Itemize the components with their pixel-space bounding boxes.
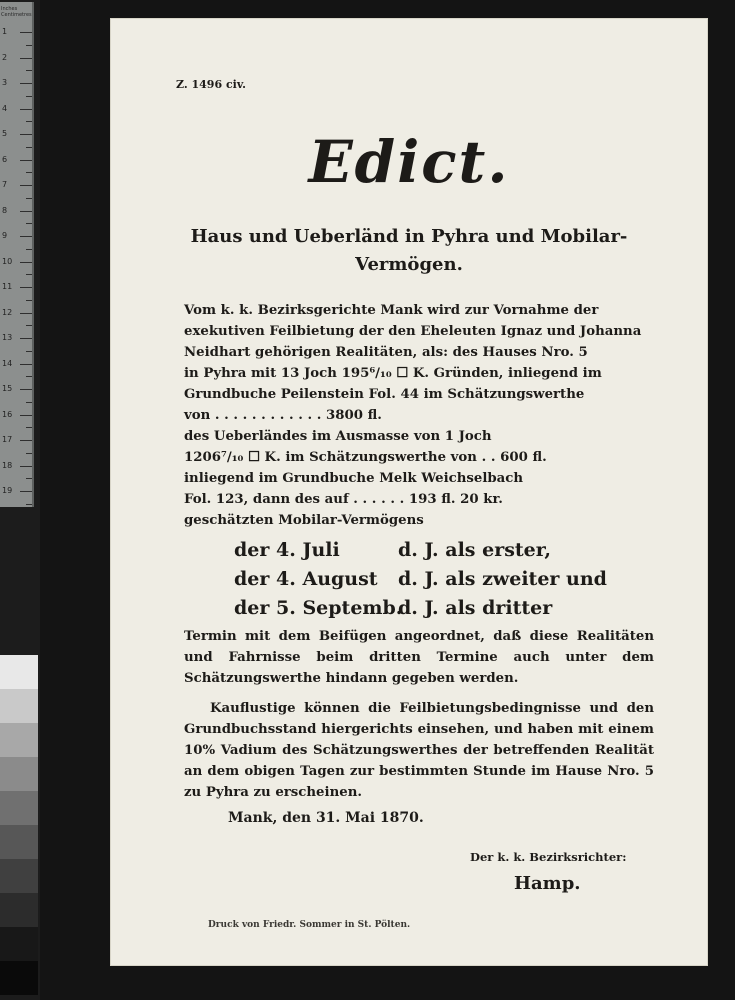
ruler-tick — [20, 415, 32, 416]
body-line: Neidhart gehörigen Realitäten, als: des Hauses Nro. 5 — [184, 345, 588, 360]
ruler-tick — [26, 70, 32, 71]
ruler-tick — [20, 440, 32, 441]
body-line: Grundbuche Peilenstein Fol. 44 im Schätzungswerthe — [184, 387, 585, 402]
ruler-number: 18 — [2, 460, 13, 470]
ruler-tick — [20, 364, 32, 365]
ruler-number: 4 — [2, 103, 8, 113]
ruler-tick — [26, 249, 32, 250]
auction-date: der 4. August — [234, 568, 378, 590]
ruler-tick — [20, 389, 32, 390]
auction-date-row — [234, 565, 654, 594]
ruler-number: 17 — [2, 435, 13, 444]
body-line: Fol. 123, dann des auf . . . . . . 193 fl. 20 kr. — [184, 492, 503, 507]
ruler-number: 9 — [2, 231, 8, 240]
ruler-tick — [20, 313, 32, 314]
ruler-number: 1 — [2, 27, 8, 36]
auction-date-text: d. J. als erster, — [398, 539, 552, 561]
auction-date: der 5. Septemb. — [234, 597, 403, 619]
ruler-number: 19 — [2, 486, 13, 495]
gray-swatch — [0, 655, 38, 689]
ruler-number: 16 — [2, 409, 13, 419]
gray-swatch — [0, 893, 38, 927]
ruler-number: 12 — [2, 307, 13, 317]
ruler-tick — [20, 236, 32, 237]
ruler-tick — [26, 453, 32, 454]
document-subtitle: Haus und Ueberländ in Pyhra und Mobilar-Vermögen. — [190, 226, 628, 275]
auction-date-text: d. J. als dritter — [398, 597, 553, 619]
ruler-tick — [26, 96, 32, 97]
body-line: in Pyhra mit 13 Joch 195⁶/₁₀ ☐ K. Gründen, inliegend im — [184, 366, 602, 381]
judge-title: Der k. k. Bezirksrichter: — [470, 850, 627, 864]
ruler-tick — [26, 504, 32, 505]
ruler-tick — [26, 223, 32, 224]
gray-swatch — [0, 927, 38, 961]
ruler-tick — [20, 466, 32, 467]
gray-swatch — [0, 961, 38, 995]
gray-swatch — [0, 757, 38, 791]
body-line: Vom k. k. Bezirksgerichte Mank wird zur Vornahme der — [184, 303, 599, 318]
ruler-number: 8 — [2, 205, 8, 215]
ruler-tick — [26, 478, 32, 479]
ruler-tick — [26, 274, 32, 275]
ruler-tick — [26, 147, 32, 148]
ruler-tick — [20, 338, 32, 339]
ruler-number: 2 — [2, 52, 8, 62]
ruler-tick — [20, 211, 32, 212]
ruler-tick — [20, 83, 32, 84]
ruler-tick — [26, 121, 32, 122]
auction-date-text: d. J. als zweiter und — [398, 568, 607, 590]
ruler-tick — [20, 287, 32, 288]
body-line: geschätzten Mobilar-Vermögens — [184, 513, 424, 528]
ruler-tick — [20, 58, 32, 59]
printer-imprint: Druck von Friedr. Sommer in St. Pölten. — [208, 920, 411, 930]
ruler-label: Inches Centimetres — [1, 6, 32, 18]
ruler-tick — [26, 325, 32, 326]
gray-swatch — [0, 791, 38, 825]
body-line: von . . . . . . . . . . . . 3800 fl. — [184, 408, 382, 423]
ruler-tick — [20, 185, 32, 186]
measurement-ruler — [0, 2, 34, 507]
body-line: inliegend im Grundbuche Melk Weichselbach — [184, 471, 524, 486]
edict-document — [110, 18, 708, 966]
ruler-number: 11 — [2, 282, 13, 291]
ruler-tick — [26, 402, 32, 403]
gray-swatch — [0, 859, 38, 893]
body-paragraph-2: Termin mit dem Beifügen angeordnet, daß diese Realitäten und Fahrnisse beim dritten Termine auch unter dem Schätzungswerthe hindann gegeben werden. — [184, 629, 654, 686]
body-line: des Ueberländes im Ausmasse von 1 Joch — [184, 429, 492, 444]
ruler-number: 5 — [2, 129, 8, 138]
ruler-number: 7 — [2, 180, 8, 189]
gray-swatch — [0, 825, 38, 859]
ruler-tick — [26, 351, 32, 352]
judge-name: Hamp. — [514, 873, 581, 894]
ruler-tick — [20, 134, 32, 135]
reference-number: Z. 1496 civ. — [176, 78, 246, 91]
ruler-number: 15 — [2, 384, 13, 393]
color-calibration-strip — [0, 0, 40, 1000]
document-title: Edict. — [308, 128, 510, 196]
ruler-number: 6 — [2, 154, 8, 164]
ruler-tick — [20, 491, 32, 492]
gray-swatch — [0, 723, 38, 757]
body-paragraph-1 — [184, 300, 654, 531]
ruler-number: 3 — [2, 78, 8, 87]
ruler-tick — [20, 262, 32, 263]
ruler-number: 13 — [2, 333, 13, 342]
ruler-number: 14 — [2, 358, 13, 368]
body-paragraph-3: Kauflustige können die Feilbietungsbedingnisse und den Grundbuchsstand hiergerichts einsehen, und haben mit einem 10% Vadium des Schätzungswerthes der betreffenden Realität an dem obigen Tagen zur bestimmten Stunde im Hause Nro. 5 zu Pyhra zu erscheinen. — [184, 701, 654, 800]
auction-date-row — [234, 536, 654, 565]
ruler-tick — [20, 109, 32, 110]
ruler-tick — [26, 300, 32, 301]
dateline: Mank, den 31. Mai 1870. — [228, 810, 424, 826]
auction-date: der 4. Juli — [234, 539, 340, 561]
ruler-tick — [26, 427, 32, 428]
ruler-tick — [26, 376, 32, 377]
ruler-number: 10 — [2, 256, 13, 266]
auction-date-row — [234, 594, 654, 623]
ruler-tick — [20, 160, 32, 161]
body-line: exekutiven Feilbietung der den Eheleuten Ignaz und Johanna — [184, 324, 642, 339]
gray-swatch — [0, 689, 38, 723]
body-line: 1206⁷/₁₀ ☐ K. im Schätzungswerthe von . . 600 fl. — [184, 450, 547, 465]
auction-dates — [234, 536, 654, 623]
ruler-tick — [26, 45, 32, 46]
ruler-tick — [26, 198, 32, 199]
ruler-tick — [20, 32, 32, 33]
ruler-tick — [26, 172, 32, 173]
